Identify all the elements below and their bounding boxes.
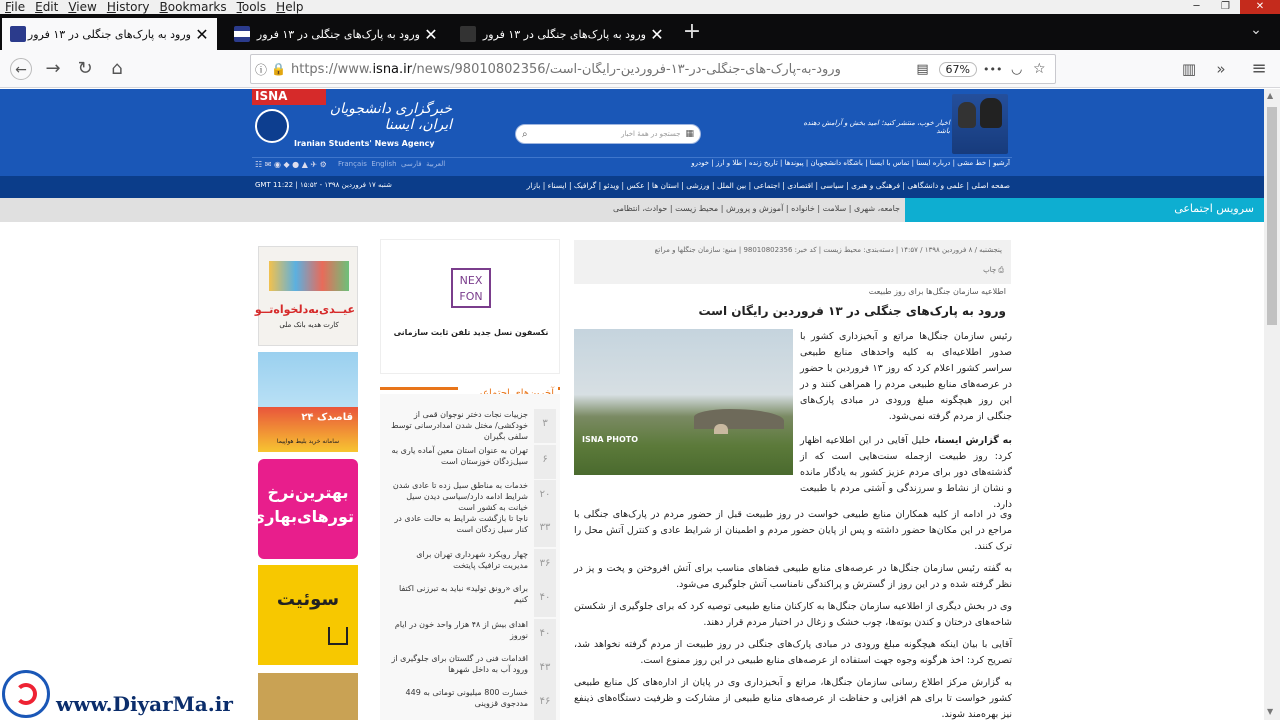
link-car[interactable]: خودرو bbox=[691, 159, 710, 167]
menu-history[interactable]: History bbox=[106, 0, 150, 14]
new-tab-button[interactable]: + bbox=[682, 19, 702, 44]
paragraph-5: آقایی با بیان اینکه هیچگونه مبلغ ورودی در مبادی پارک‌های جنگلی در روز طبیعت از مردم گرفته نخواهد شد، تصریح کرد: اخذ هرگونه وجوه جهت استفاده از عرصه‌های منابع طبیعی در این روز ممنوع است. bbox=[574, 639, 1012, 666]
tab-bar bbox=[0, 14, 1280, 50]
nexfon-ad[interactable] bbox=[380, 239, 560, 374]
navigation-toolbar bbox=[0, 50, 1280, 88]
scroll-up-icon[interactable]: ▲ bbox=[1267, 91, 1274, 100]
isna-emblem-icon bbox=[255, 109, 289, 143]
category-links[interactable]: صفحه اصلی | علمی و دانشگاهی | فرهنگی و هنری | سیاسی | اقتصادی | اجتماعی | بین الملل | ورزشی | استان ها | عکس | ویدئو | گرافیک | ایسناء | بازار bbox=[526, 181, 1010, 190]
lang-arabic[interactable]: العربیة bbox=[426, 160, 446, 168]
link-students-club[interactable]: باشگاه دانشجویان bbox=[810, 159, 863, 167]
lang-english[interactable]: English bbox=[371, 160, 397, 168]
leader-quote: اخبار خوب، منتشر کنید؛ امید بخش و آرامش دهنده باشد bbox=[803, 119, 950, 135]
close-tab-icon[interactable]: ✕ bbox=[650, 24, 664, 44]
nexfon-logo bbox=[451, 268, 491, 308]
list-item[interactable]: ۴۰ اهدای بیش از ۴۸ هزار واحد خون در ایام نوروز bbox=[380, 619, 558, 655]
restore-button[interactable]: ❐ bbox=[1221, 1, 1230, 12]
service-subcategories[interactable]: جامعه، شهری | سلامت | خانواده | آموزش و پرورش | محیط زیست | حوادث، انتظامی bbox=[612, 204, 900, 213]
scroll-down-icon[interactable]: ▼ bbox=[1267, 707, 1274, 716]
article-p1 bbox=[800, 433, 1012, 513]
print-icon: ⎙ bbox=[996, 266, 1004, 274]
paragraph-4: وی در بخش دیگری از اطلاعیه سازمان جنگل‌ها به کارکنان منابع طبیعی توصیه کرد که برای جلوگیری از شکستن شاخه‌های درختان و کندن بوته‌ها، چوب خشک و زغال در اختیار مردم قرار دهند. bbox=[574, 601, 1012, 628]
lang-persian[interactable]: فارسی bbox=[401, 160, 422, 168]
service-title[interactable]: سرویس اجتماعی bbox=[905, 198, 1264, 222]
url-text[interactable]: https://www.isna.ir/news/98010802356/ورود-به-پارک-های-جنگلی-در-۱۳-فروردین-رایگان-است bbox=[291, 61, 841, 77]
site-search-box[interactable] bbox=[515, 124, 701, 144]
link-about[interactable]: درباره ایسنا bbox=[916, 159, 951, 167]
link-live-date[interactable]: تاریخ زنده bbox=[748, 159, 778, 167]
scroll-thumb[interactable] bbox=[1267, 107, 1277, 325]
article-meta-box bbox=[574, 240, 1011, 284]
link-links[interactable]: پیوندها bbox=[784, 159, 804, 167]
lead-paragraph: رئیس سازمان جنگل‌ها مراتع و آبخیزداری کشور با صدور اطلاعیه‌ای به کلیه واحدهای منابع طبیعی سراسر کشور اعلام کرد که روز ۱۳ فروردین با حضور در عرصه‌های منابع طبیعی مردم را همراهی کنند و در این روز هیچگونه مبلغ ورودی در مبادی پارک‌های جنگلی از مردم گرفته نمی‌شود. bbox=[800, 331, 1012, 422]
paragraph-6: به گزارش مرکز اطلاع رسانی سازمان جنگل‌ها، مراتع و آبخیزداری وی در پایان از اداره‌های کل منابع طبیعی کشور خواست تا برای هم افزایی و حفاظت از عرصه‌های منابع طبیعی از مشارکت و ظرفیت دستگاه‌های ذینفع نیز بهره‌مند شوند. bbox=[574, 677, 1012, 720]
leader-portrait-image bbox=[952, 94, 1008, 154]
list-item[interactable]: ۴۳ اقدامات فنی در گلستان برای جلوگیری از ورود آب به داخل شهرها bbox=[380, 653, 558, 689]
search-icon[interactable]: ⌕ bbox=[522, 128, 528, 140]
paragraph-3: به گفته رئیس سازمان جنگل‌ها در عرصه‌های منابع طبیعی فضاهای مناسب برای آتش افروختن و پخت و پز در نظر گرفته شده و در این روز از گسترش و پراکندگی نامناسب آتش جلوگیری می‌شود. bbox=[574, 563, 1012, 590]
library-icon[interactable]: ▥ bbox=[1181, 60, 1197, 78]
list-item[interactable]: ۳۶ چهار رویکرد شهرداری تهران برای مدیریت ترافیک پایتخت bbox=[380, 549, 558, 585]
tab-title: ورود به پارک‌های جنگلی در ۱۳ فرور bbox=[27, 27, 191, 41]
lang-french[interactable]: Français bbox=[338, 160, 367, 168]
paragraph-2: وی در ادامه از کلیه همکاران منابع طبیعی خواست در روز طبیعت قبل از حضور مردم در پارک‌های جنگلی با مراجع در این مکان‌ها حضور داشته و پس از پایان حضور مردم و اطمینان از شرایط عادی و کنترل آتش محل را ترک کنند. bbox=[574, 509, 1012, 552]
nexfon-logo-top: NEX bbox=[459, 274, 483, 287]
reader-view-icon[interactable]: ▤ bbox=[916, 61, 929, 77]
social-icons[interactable]: ☷ ✉ ◉ ◆ ● ▲ ✈ ⚙ bbox=[255, 160, 327, 169]
page-scrollbar[interactable] bbox=[1264, 89, 1280, 720]
ad-4-text: سوئیت bbox=[276, 589, 340, 610]
link-gold-currency[interactable]: طلا و ارز bbox=[715, 159, 743, 167]
site-header bbox=[0, 89, 1264, 176]
paragraph-1: خلیل آقایی در این اطلاعیه اظهار کرد: روز طبیعت ازجمله سنت‌هایی است که از گذشته‌های دور برای مردم عزیز کشور به یادگار مانده و نشان از نشاط و سرزندگی و آشتی مردم با طبیعت دارد. bbox=[800, 435, 1012, 510]
article-meta: پنجشنبه / ۸ فروردین ۱۳۹۸ / ۱۴:۵۷ | دسته‌بندی: محیط زیست | کد خبر: 98010802356 | منبع: سازمان جنگلها و مراتع bbox=[654, 246, 1002, 254]
link-contact[interactable]: تماس با ایسنا bbox=[869, 159, 910, 167]
menu-bar bbox=[0, 0, 1280, 14]
isna-photo-watermark: ISNA PHOTO bbox=[582, 435, 639, 444]
lock-icon: 🔒 bbox=[271, 62, 286, 76]
header-divider bbox=[252, 157, 1012, 158]
source-label: به گزارش ایسنا، bbox=[934, 435, 1012, 446]
nexfon-caption: نکسفون نسل جدید تلفن ثابت سازمانی bbox=[393, 328, 549, 337]
close-window-button[interactable]: ✕ bbox=[1240, 0, 1280, 14]
current-datetime: شنبه ۱۷ فروردین ۱۳۹۸ - ۱۵:۵۲ | GMT 11:22 bbox=[255, 181, 392, 189]
zoom-level[interactable]: 67% bbox=[939, 62, 977, 77]
tab-title: ورود به پارک‌های جنگلی در ۱۳ فرور bbox=[256, 27, 420, 41]
info-icon[interactable]: ⓘ bbox=[254, 62, 267, 77]
tab-overflow-icon[interactable]: ⌄ bbox=[1250, 22, 1262, 38]
suite-ad[interactable] bbox=[258, 565, 358, 665]
ad-1-sub: کارت هدیه بانک ملی bbox=[279, 321, 339, 329]
tab-2[interactable] bbox=[226, 18, 446, 50]
ad-3-text: بهترین‌نرخ تورهای‌بهاری bbox=[250, 483, 354, 526]
article-body bbox=[574, 507, 1012, 720]
link-archive[interactable]: آرشیو bbox=[993, 159, 1010, 167]
close-tab-icon[interactable]: ✕ bbox=[195, 24, 209, 44]
list-item[interactable]: ۲۰ خدمات به مناطق سیل زده تا عادی شدن شرایط ادامه دارد/سیاسی دیدن سیل خیانت به کشور است bbox=[380, 480, 558, 516]
link-policy[interactable]: خط مشی bbox=[957, 159, 987, 167]
home-icon[interactable]: ⌂ bbox=[111, 58, 123, 79]
print-label: چاپ bbox=[983, 266, 997, 274]
top-links: آرشیو | خط مشی | درباره ایسنا | تماس با ایسنا | باشگاه دانشجویان | پیوندها | تاریخ زنده | طلا و ارز | خودرو bbox=[691, 159, 1010, 167]
spring-tours-ad[interactable] bbox=[250, 459, 358, 559]
hamburger-menu-icon[interactable]: ≡ bbox=[1251, 58, 1267, 79]
nexfon-logo-bottom: FON bbox=[459, 290, 483, 303]
article-lead bbox=[800, 329, 1012, 425]
close-tab-icon[interactable]: ✕ bbox=[424, 24, 438, 44]
list-item[interactable]: ۳ جزییات نجات دختر نوجوان قمی از خودکشی/ مختل شدن امدادرسانی توسط سلفی بگیران bbox=[380, 409, 558, 445]
article-kicker: اطلاعیه سازمان جنگل‌ها برای روز طبیعت bbox=[868, 287, 1006, 296]
article-photo bbox=[574, 329, 793, 475]
address-bar[interactable] bbox=[250, 54, 1056, 84]
site-title[interactable]: خبرگزاری دانشجویان ایران، ایسنا bbox=[329, 101, 452, 133]
site-search-input[interactable]: جستجو در همهٔ اخبار bbox=[621, 130, 681, 138]
reload-icon[interactable]: ↻ bbox=[77, 58, 93, 79]
print-button[interactable] bbox=[954, 266, 1004, 275]
article-title: ورود به پارک‌های جنگلی در ۱۳ فروردین رایگان است bbox=[698, 304, 1006, 318]
minimize-button[interactable]: ─ bbox=[1193, 1, 1200, 12]
category-nav bbox=[0, 176, 1264, 198]
menu-file[interactable]: File bbox=[5, 0, 26, 14]
tab-favicon-icon bbox=[460, 26, 476, 42]
site-subtitle: Iranian Students' News Agency bbox=[294, 139, 435, 148]
tab-1[interactable] bbox=[2, 18, 217, 50]
calendar-icon[interactable]: ▦ bbox=[685, 129, 694, 139]
ad-1-text: عیــدی‌به‌دلخواه‌تــو bbox=[254, 303, 355, 316]
language-links bbox=[338, 160, 468, 168]
pocket-icon[interactable]: ◡ bbox=[1011, 61, 1023, 77]
menu-view[interactable]: View bbox=[68, 0, 97, 14]
back-icon[interactable]: ← bbox=[10, 58, 32, 80]
ghasedak-ad[interactable] bbox=[258, 352, 358, 452]
list-item[interactable]: ۴۰ برای «رونق تولید» نباید به تبرزنی اکتفا کنیم bbox=[380, 583, 558, 619]
bookmark-star-icon[interactable]: ☆ bbox=[1033, 61, 1046, 77]
tab-title: ورود به پارک‌های جنگلی در ۱۳ فرور bbox=[482, 27, 646, 41]
list-item[interactable]: ۳۳ ناجا تا بازگشت شرایط به حالت عادی در کنار سیل زدگان است bbox=[380, 513, 558, 549]
menu-bookmarks[interactable]: Bookmarks bbox=[159, 0, 227, 14]
diyarma-logo-icon bbox=[2, 670, 50, 718]
web-page bbox=[0, 89, 1264, 720]
menu-tools[interactable]: Tools bbox=[236, 0, 267, 14]
house-icon bbox=[328, 627, 348, 645]
ad-2-text: قاصدک ۲۴ bbox=[301, 412, 353, 423]
site-watermark: www.DiyarMa.ir bbox=[56, 692, 233, 716]
ad-2-sub: سامانه خرید بلیط هواپیما bbox=[276, 438, 340, 445]
tab-favicon-icon bbox=[234, 26, 250, 42]
bottom-ad[interactable] bbox=[258, 673, 358, 720]
isna-logo-label: ISNA bbox=[252, 89, 326, 105]
bank-gift-card-ad[interactable] bbox=[254, 246, 358, 346]
list-item[interactable]: ۴۶ خسارت 800 میلیونی توماتی به 449 مددجوی قزوینی bbox=[380, 687, 558, 720]
forward-icon[interactable]: → bbox=[45, 58, 61, 79]
tab-3[interactable] bbox=[452, 18, 672, 50]
page-actions-icon[interactable]: ••• bbox=[983, 62, 1003, 76]
isna-favicon-icon bbox=[10, 26, 26, 42]
overflow-menu-icon[interactable]: » bbox=[1216, 60, 1226, 78]
menu-help[interactable]: Help bbox=[276, 0, 304, 14]
menu-edit[interactable]: Edit bbox=[35, 0, 59, 14]
list-item[interactable]: ۶ تهران به عنوان استان معین آماده یاری به سیل‌زدگان خوزستان است bbox=[380, 445, 558, 481]
